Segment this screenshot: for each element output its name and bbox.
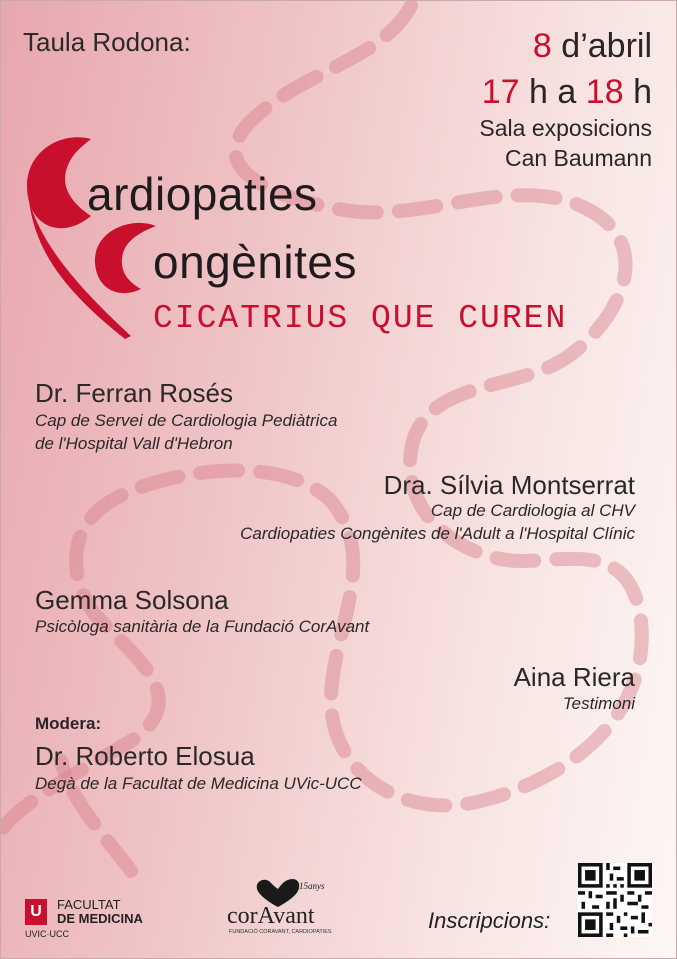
moderator-name: Dr. Roberto Elosua [35, 741, 255, 771]
faculty-line-1: FACULTAT [57, 897, 121, 912]
speaker-name: Dr. Ferran Rosés [35, 378, 233, 408]
venue-line-2: Can Baumann [504, 145, 652, 171]
time-start: 17 [481, 73, 520, 111]
time-unit-end: h [633, 73, 652, 111]
faculty-logo [25, 895, 155, 945]
event-time [482, 73, 652, 112]
speaker-name: Gemma Solsona [35, 585, 229, 615]
time-separator: a [557, 73, 577, 111]
faculty-mark: U [25, 899, 47, 925]
moderator-role: Degà de la Facultat de Medicina UVic-UCC [35, 774, 362, 793]
coravant-name: corAvant [227, 903, 315, 929]
faculty-line-3: UVIC·UCC [25, 929, 69, 939]
heart-icon [21, 131, 171, 341]
qr-code[interactable] [578, 863, 652, 937]
venue-line-1: Sala exposicions [479, 115, 652, 141]
coravant-tagline: FUNDACIÓ CORAVANT, CARDIOPATIES [229, 929, 332, 935]
time-unit-start: h [529, 73, 548, 111]
date-month: d’abril [561, 27, 652, 65]
moderator-label: Modera: [35, 714, 102, 733]
event-type: Taula Rodona: [23, 27, 191, 57]
title-line-1: ardiopaties [87, 168, 318, 220]
speaker-name: Aina Riera [513, 662, 635, 692]
date-day: 8 [532, 27, 552, 65]
speaker-role: Cap de Servei de Cardiologia Pediàtrica [35, 411, 338, 430]
speaker-role: de l'Hospital Vall d'Hebron [35, 434, 233, 453]
event-date [533, 27, 652, 66]
speaker-name: Dra. Sílvia Montserrat [383, 470, 635, 500]
time-end: 18 [585, 73, 624, 111]
speaker-role: Testimoni [562, 694, 635, 713]
subtitle: CICATRIUS QUE CUREN [153, 300, 568, 337]
coravant-anniversary: 15anys [299, 881, 325, 891]
faculty-line-2: DE MEDICINA [57, 911, 143, 926]
speaker-role: Psicòloga sanitària de la Fundació CorAvant [35, 617, 370, 636]
speaker-role: Cap de Cardiologia al CHV [430, 501, 635, 520]
title-line-2: ongènites [153, 236, 357, 288]
speaker-role: Cardiopaties Congènites de l'Adult a l'Hospital Clínic [240, 524, 635, 543]
registration-label: Inscripcions: [428, 908, 551, 933]
coravant-logo [227, 877, 337, 941]
